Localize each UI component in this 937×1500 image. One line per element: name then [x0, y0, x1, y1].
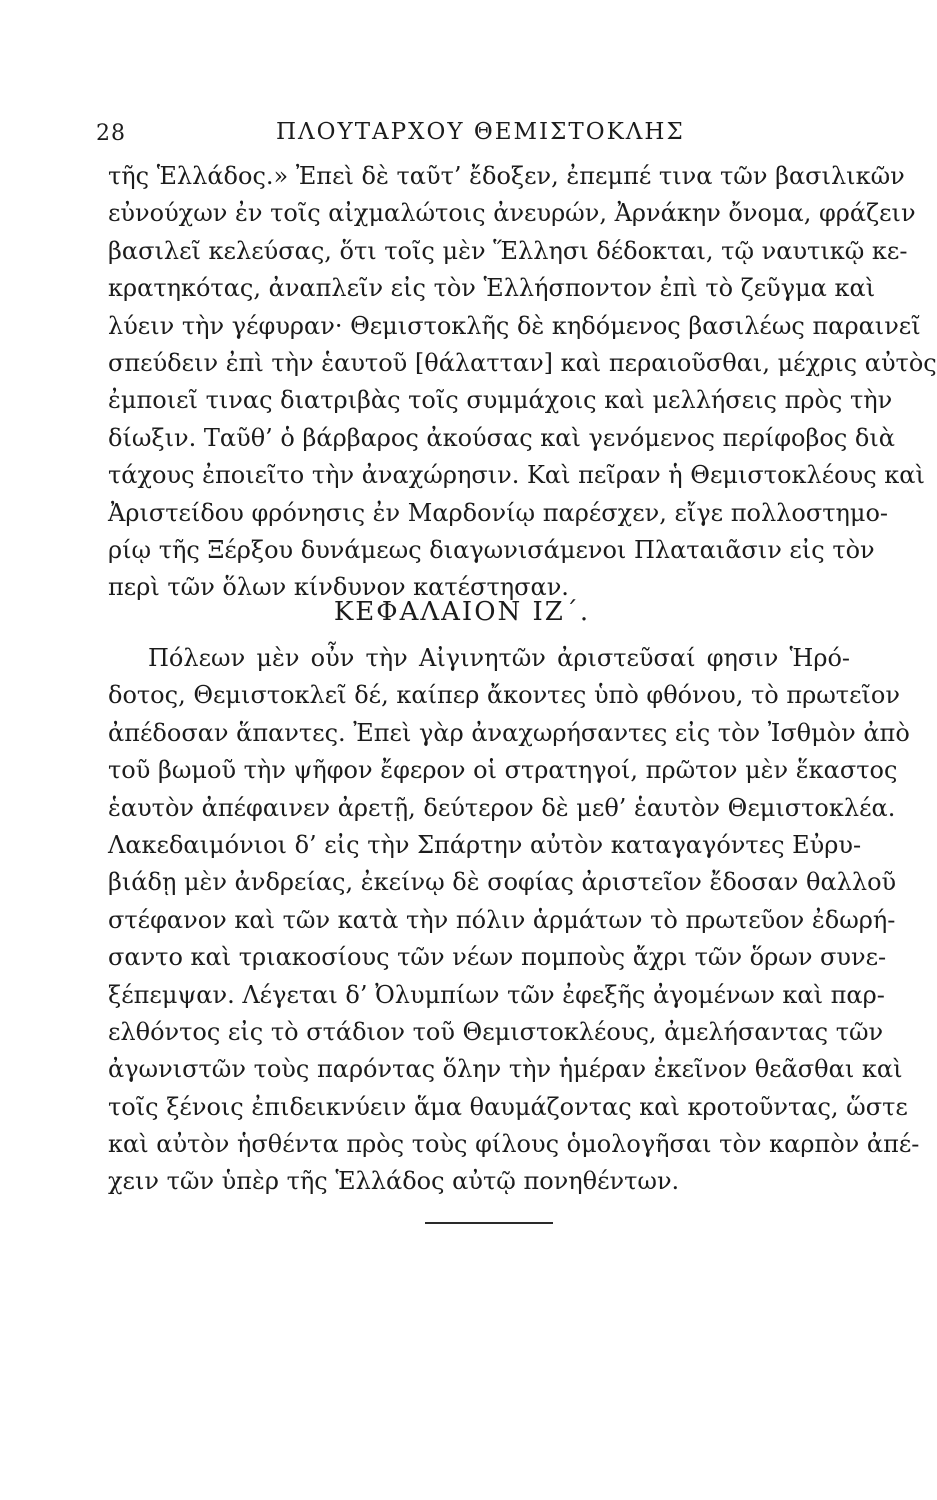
text-line: σαντο καὶ τριακοσίους τῶν νέων πομποὺς ἄχρι τῶν ὅρων συνε- — [108, 943, 887, 972]
text-line: σπεύδειν ἐπὶ τὴν ἑαυτοῦ [θάλατταν] καὶ περαιοῦσθαι, μέχρις αὐτὸς — [108, 348, 937, 377]
running-head: ΠΛΟΥΤΑΡΧΟΥ ΘΕΜΙΣΤΟΚΛΗΣ — [276, 119, 685, 145]
text-line: κρατηκότας, ἀναπλεῖν εἰς τὸν Ἑλλήσποντον ἐπὶ τὸ ζεῦγμα καὶ — [108, 274, 876, 303]
paragraph-1 — [108, 158, 937, 607]
text-line: βιάδῃ μὲν ἀνδρείας, ἐκείνῳ δὲ σοφίας ἀριστεῖον ἔδοσαν θαλλοῦ — [108, 868, 897, 897]
text-line: δίωξιν. Ταῦθ’ ὁ βάρβαρος ἀκούσας καὶ γενόμενος περίφοβος διὰ — [108, 423, 895, 452]
text-line: ελθόντος εἰς τὸ στάδιον τοῦ Θεμιστοκλέους, ἀμελήσαντας τῶν — [108, 1017, 884, 1046]
text-line: τοῖς ξένοις ἐπιδεικνύειν ἅμα θαυμάζοντας καὶ κροτοῦντας, ὥστε — [108, 1092, 908, 1121]
paragraph-2 — [108, 640, 920, 1201]
text-line: καὶ αὐτὸν ἡσθέντα πρὸς τοὺς φίλους ὁμολογῆσαι τὸν καρπὸν ἀπέ- — [108, 1130, 920, 1159]
text-line: τοῦ βωμοῦ τὴν ψῆφον ἔφερον οἱ στρατηγοί, πρῶτον μὲν ἕκαστος — [108, 756, 898, 785]
text-line: λύειν τὴν γέφυραν· Θεμιστοκλῆς δὲ κηδόμενος βασιλέως παραινεῖ — [108, 311, 921, 340]
text-line: τῆς Ἑλλάδος.» Ἐπεὶ δὲ ταῦτ’ ἔδοξεν, ἐπεμπέ τινα τῶν βασιλικῶν — [108, 162, 905, 190]
text-line: στέφανον καὶ τῶν κατὰ τὴν πόλιν ἁρμάτων τὸ πρωτεῦον ἐδωρή- — [108, 905, 896, 934]
end-rule — [425, 1222, 553, 1224]
text-line: ξέπεμψαν. Λέγεται δ’ Ὀλυμπίων τῶν ἐφεξῆς ἀγομένων καὶ παρ- — [108, 980, 885, 1009]
chapter-heading: ΚΕΦΑΛΑΙΟΝ ΙΖ΄. — [333, 597, 591, 627]
text-line: Ἀριστείδου φρόνησις ἐν Μαρδονίῳ παρέσχεν, εἴγε πολλοστημο- — [108, 498, 889, 527]
text-line: βασιλεῖ κελεύσας, ὅτι τοῖς μὲν Ἕλλησι δέδοκται, τῷ ναυτικῷ κε- — [108, 236, 908, 265]
text-line: ἀγωνιστῶν τοὺς παρόντας ὅλην τὴν ἡμέραν ἐκεῖνον θεᾶσθαι καὶ — [108, 1055, 903, 1084]
text-line: ἐμποιεῖ τινας διατριβὰς τοῖς συμμάχοις καὶ μελλήσεις πρὸς τὴν — [108, 386, 893, 415]
text-line: Πόλεων μὲν οὖν τὴν Αἰγινητῶν ἀριστεῦσαί φησιν Ἡρό- — [148, 644, 850, 672]
text-line: ἀπέδοσαν ἅπαντες. Ἐπεὶ γὰρ ἀναχωρήσαντες εἰς τὸν Ἰσθμὸν ἀπὸ — [108, 718, 910, 747]
text-line: δοτος, Θεμιστοκλεῖ δέ, καίπερ ἄκοντες ὑπὸ φθόνου, τὸ πρωτεῖον — [108, 681, 900, 710]
text-line: τάχους ἐποιεῖτο τὴν ἀναχώρησιν. Καὶ πεῖραν ἡ Θεμιστοκλέους καὶ — [108, 461, 925, 490]
text-line: χειν τῶν ὑπὲρ τῆς Ἑλλάδος αὐτῷ πονηθέντων. — [108, 1167, 680, 1196]
text-line: εὐνούχων ἐν τοῖς αἰχμαλώτοις ἀνευρών, Ἀρνάκην ὄνομα, φράζειν — [108, 199, 916, 228]
text-line: Λακεδαιμόνιοι δ’ εἰς τὴν Σπάρτην αὐτὸν καταγαγόντες Εὐρυ- — [108, 830, 862, 859]
text-line: ρίῳ τῆς Ξέρξου δυνάμεως διαγωνισάμενοι Πλαταιᾶσιν εἰς τὸν — [108, 535, 875, 564]
text-line: ἑαυτὸν ἀπέφαινεν ἀρετῇ, δεύτερον δὲ μεθ’ ἑαυτὸν Θεμιστοκλέα. — [108, 793, 896, 822]
page-number: 28 — [96, 121, 126, 146]
text-line: περὶ τῶν ὅλων κίνδυνον κατέστησαν. — [108, 573, 569, 602]
